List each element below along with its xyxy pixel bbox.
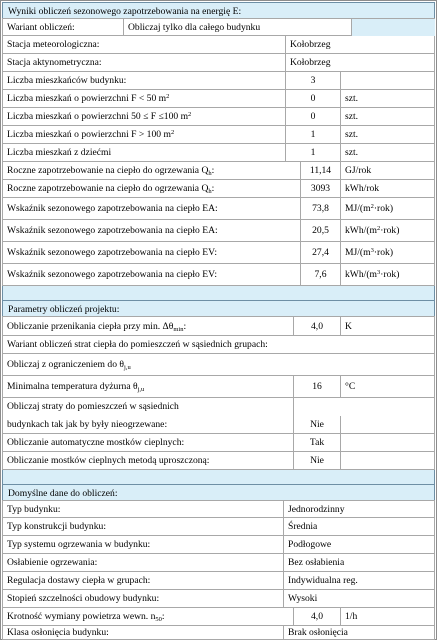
row-wariant (2, 18, 435, 36)
row-typ-konstrukcji (2, 518, 435, 536)
label-typ-budynku: Typ budynku: (2, 500, 284, 518)
unit-ea-mj (341, 198, 435, 220)
label-mostki-upr: Obliczanie mostków cieplnych metodą uproszczoną: (2, 452, 294, 470)
label-sub: h (208, 170, 212, 177)
section-header-wyniki (2, 2, 435, 19)
unit-a: MJ/(m (345, 203, 371, 214)
value-stacja-met: Kołobrzeg (286, 36, 435, 54)
value-roczne-gj: 11,14 (301, 162, 341, 180)
value-stacja-akt: Kołobrzeg (286, 54, 435, 72)
row-roczne-kwh (2, 180, 435, 198)
label-ograniczenie (2, 354, 435, 376)
label-ev-kwh: Wskaźnik sezonowego zapotrzebowania na ciepło EV: (2, 264, 301, 286)
row-oslonieta (2, 626, 435, 640)
label-ea-mj: Wskaźnik sezonowego zapotrzebowania na ciepło EA: (2, 198, 301, 220)
section-gap (2, 470, 435, 484)
label-text: Roczne zapotrzebowanie na ciepło do ogrzewania Q (7, 183, 209, 194)
unit-b: ·rok) (380, 269, 400, 280)
unit-ea-kwh (341, 220, 435, 242)
label-tail: : (183, 321, 187, 332)
label-roczne-gj (2, 162, 301, 180)
label-straty-1: Obliczaj straty do pomieszczeń w sąsiednich (2, 398, 294, 416)
unit-m-gt100: szt. (341, 126, 435, 144)
label-min-temp (2, 376, 294, 398)
row-ograniczenie (2, 354, 435, 376)
label-sub: j,u (124, 364, 131, 371)
unit-b: ·rok) (373, 203, 394, 214)
label-typ-systemu: Typ systemu ogrzewania w budynku: (2, 536, 284, 554)
value-regulacja: Indywidualna reg. (284, 572, 435, 590)
label-stacja-met: Stacja meteorologiczna: (2, 36, 286, 54)
unit-b: ·rok) (380, 225, 400, 236)
value-mostki-auto: Tak (294, 434, 341, 452)
value-m-dzieci: 1 (286, 144, 341, 162)
value-oslabienie: Bez osłabienia (284, 554, 435, 572)
section-header-parametry (2, 300, 435, 317)
row-m-dzieci (2, 144, 435, 162)
unit-ev-mj (341, 242, 435, 264)
label-text: Obliczanie przenikania ciepła przy min. Δθ (7, 321, 174, 332)
unit-m-lt50: szt. (341, 90, 435, 108)
unit-a: kWh/(m (345, 225, 377, 236)
row-typ-systemu (2, 536, 435, 554)
row-roczne-gj (2, 162, 435, 180)
value-ev-mj: 27,4 (301, 242, 341, 264)
section-title: Wyniki obliczeń sezonowego zapotrzebowania na energię E: (8, 6, 242, 17)
label-ea-kwh: Wskaźnik sezonowego zapotrzebowania na ciepło EA: (2, 220, 301, 242)
value-mostki-upr: Nie (294, 452, 341, 470)
row-ea-mj (2, 198, 435, 220)
unit-krotnosc: 1/h (341, 608, 435, 626)
row-przenik (2, 316, 435, 336)
label-m-lt50 (2, 90, 286, 108)
row-typ-budynku (2, 500, 435, 518)
unit-ev-kwh (341, 264, 435, 286)
value-typ-konstrukcji: Średnia (284, 518, 435, 536)
value-typ-systemu: Podłogowe (284, 536, 435, 554)
label-text: Roczne zapotrzebowanie na ciepło do ogrzewania Q (7, 165, 209, 176)
label-regulacja: Regulacja dostawy ciepła w grupach: (2, 572, 284, 590)
value-typ-budynku: Jednorodzinny (284, 500, 435, 518)
label-text: Liczba mieszkań o powierzchni F > 100 m (7, 129, 171, 140)
label-szczelnosc: Stopień szczelności obudowy budynku: (2, 590, 284, 608)
label-oslonieta: Klasa osłonięcia budynku: (2, 626, 284, 640)
label-text: Liczba mieszkań o powierzchni F < 50 m (7, 93, 167, 104)
cell-empty (341, 452, 435, 470)
value-straty-2: Nie (294, 416, 341, 434)
label-tail: : (161, 611, 165, 622)
label-wariant: Wariant obliczeń: (2, 18, 124, 36)
row-mostki-upr (2, 452, 435, 470)
label-sup: 2 (166, 93, 170, 100)
unit-min-temp: °C (341, 376, 435, 398)
cell-empty (341, 434, 435, 452)
label-sub: min (173, 326, 184, 333)
label-oslabienie: Osłabienie ogrzewania: (2, 554, 284, 572)
row-ev-kwh (2, 264, 435, 286)
value-roczne-kwh: 3093 (301, 180, 341, 198)
value-ev-kwh: 7,6 (301, 264, 341, 286)
cell-empty (341, 72, 435, 90)
unit-m-dzieci: szt. (341, 144, 435, 162)
value-krotnosc: 4,0 (294, 608, 341, 626)
value-m-50-100: 0 (286, 108, 341, 126)
label-tail: : (211, 165, 215, 176)
row-m-gt100 (2, 126, 435, 144)
label-text: Obliczaj z ograniczeniem do θ (7, 359, 125, 370)
label-wariant-strat: Wariant obliczeń strat ciepła do pomieszczeń w sąsiednich grupach: (2, 336, 435, 354)
row-m-lt50 (2, 90, 435, 108)
row-straty-2 (2, 416, 435, 434)
row-min-temp (2, 376, 435, 398)
label-tail: : (211, 183, 215, 194)
unit-a: kWh/(m (345, 269, 377, 280)
label-mostki-auto: Obliczanie automatyczne mostków cieplnych: (2, 434, 294, 452)
unit-sup: 2 (370, 203, 374, 210)
label-text: Liczba mieszkań o powierzchni 50 ≤ F ≤100 m (7, 111, 189, 122)
label-m-50-100 (2, 108, 286, 126)
section-title: Domyślne dane do obliczeń: (8, 488, 118, 499)
label-text: Krotność wymiany powietrza wewn. n (7, 611, 156, 622)
label-roczne-kwh (2, 180, 301, 198)
unit-przenik: K (341, 316, 435, 336)
label-text: Minimalna temperatura dyżurna θ (7, 381, 138, 392)
unit-sup: 3 (370, 247, 374, 254)
unit-roczne-gj: GJ/rok (341, 162, 435, 180)
label-straty-2: budynkach tak jak by były nieogrzewane: (2, 416, 294, 434)
value-przenik: 4,0 (294, 316, 341, 336)
label-m-gt100 (2, 126, 286, 144)
section-header-domyslne (2, 484, 435, 501)
label-ev-mj: Wskaźnik sezonowego zapotrzebowania na ciepło EV: (2, 242, 301, 264)
value-mieszkancy: 3 (286, 72, 341, 90)
row-stacja-akt (2, 54, 435, 72)
cell-empty (341, 416, 435, 434)
cell-empty (294, 398, 435, 416)
unit-m-50-100: szt. (341, 108, 435, 126)
value-m-gt100: 1 (286, 126, 341, 144)
row-ea-kwh (2, 220, 435, 242)
label-sub: 50 (155, 616, 162, 623)
label-krotnosc (2, 608, 294, 626)
label-przenik (2, 316, 294, 336)
unit-sup: 2 (376, 225, 381, 232)
row-stacja-met (2, 36, 435, 54)
row-mieszkancy (2, 72, 435, 90)
row-wariant-strat (2, 336, 435, 354)
section-gap (2, 286, 435, 300)
unit-a: MJ/(m (345, 247, 371, 258)
cell-empty (352, 18, 435, 36)
label-sub: h (208, 188, 212, 195)
row-szczelnosc (2, 590, 435, 608)
value-ea-kwh: 20,5 (301, 220, 341, 242)
row-oslabienie (2, 554, 435, 572)
row-regulacja (2, 572, 435, 590)
label-m-dzieci: Liczba mieszkań z dziećmi (2, 144, 286, 162)
unit-b: ·rok) (373, 247, 394, 258)
section-title: Parametry obliczeń projektu: (8, 304, 120, 315)
value-oslonieta: Brak osłonięcia (284, 626, 435, 640)
unit-roczne-kwh: kWh/rok (341, 180, 435, 198)
value-szczelnosc: Wysoki (284, 590, 435, 608)
row-m-50-100 (2, 108, 435, 126)
value-m-lt50: 0 (286, 90, 341, 108)
row-mostki-auto (2, 434, 435, 452)
row-krotnosc (2, 608, 435, 626)
label-stacja-akt: Stacja aktynometryczna: (2, 54, 286, 72)
label-mieszkancy: Liczba mieszkańców budynku: (2, 72, 286, 90)
row-ev-mj (2, 242, 435, 264)
label-typ-konstrukcji: Typ konstrukcji budynku: (2, 518, 284, 536)
value-wariant: Obliczaj tylko dla całego budynku (124, 18, 352, 36)
label-sub: j,u (137, 386, 145, 393)
label-sup: 2 (188, 111, 192, 118)
row-straty-1 (2, 398, 435, 416)
unit-sup: 3 (376, 269, 381, 276)
value-ea-mj: 73,8 (301, 198, 341, 220)
label-sup: 2 (170, 129, 175, 136)
value-min-temp: 16 (294, 376, 341, 398)
